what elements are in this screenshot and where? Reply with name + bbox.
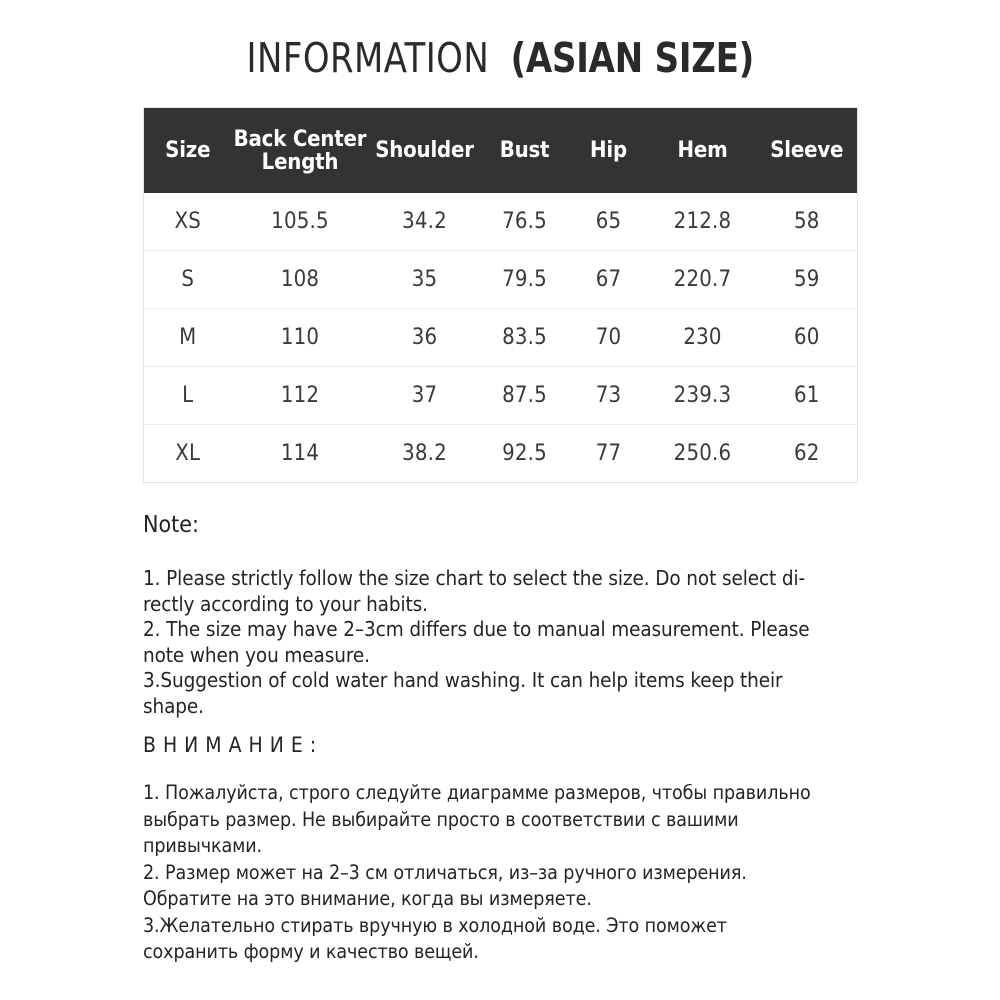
- cell-hem: 250.6: [649, 425, 757, 483]
- cell-bust: 76.5: [502, 209, 547, 234]
- table-row: [144, 193, 858, 251]
- cell-back-center-length: 114: [232, 425, 369, 483]
- cell-back-center-length: 112: [232, 367, 369, 425]
- cell-hem: 230: [649, 309, 757, 367]
- page-title-bold: (ASIAN SIZE): [510, 34, 754, 82]
- attention-heading: ВНИМАНИЕ:: [143, 733, 324, 757]
- attention-notes-section: [143, 780, 863, 966]
- notes-heading: Note:: [143, 512, 199, 538]
- cell-size: S: [144, 251, 232, 309]
- cell-back-center-length: 110: [232, 309, 369, 367]
- cell-sleeve: 60: [757, 309, 858, 367]
- cell-hip: 73: [569, 367, 649, 425]
- cell-hip: 70: [569, 309, 649, 367]
- column-header-bust: Bust: [499, 138, 550, 163]
- note-line: note when you measure.: [143, 642, 370, 667]
- table-row: [144, 425, 858, 483]
- column-header-hip: Hip: [590, 138, 627, 163]
- cell-hem: 212.8: [673, 209, 732, 234]
- note-line: 3.Suggestion of cold water hand washing. It can help items keep their: [143, 668, 783, 692]
- cell-shoulder: 34.2: [402, 209, 447, 234]
- cell-back-center-length: 105.5: [271, 209, 329, 234]
- attention-note-line: выбрать размер. Не выбирайте просто в соответствии с вашими: [143, 807, 739, 831]
- cell-sleeve: 62: [757, 425, 858, 483]
- page-title-light: INFORMATION: [246, 34, 489, 82]
- table-row: [144, 367, 858, 425]
- cell-shoulder: 36: [369, 309, 481, 367]
- notes-section: [143, 510, 863, 719]
- attention-note-line: Обратите на это внимание, когда вы измеряете.: [143, 887, 592, 910]
- cell-bust: 92.5: [481, 425, 569, 483]
- cell-size: M: [144, 309, 232, 367]
- cell-bust: 79.5: [481, 251, 569, 309]
- column-header-back-center-line1: Back Center: [233, 126, 367, 152]
- cell-size: XL: [144, 425, 232, 483]
- note-line: shape.: [143, 693, 204, 718]
- cell-hem: 239.3: [649, 367, 757, 425]
- cell-shoulder: 38.2: [369, 425, 481, 483]
- column-header-back-center-line2: Length: [261, 149, 339, 175]
- cell-hip: 65: [595, 209, 622, 234]
- cell-sleeve: 61: [757, 367, 858, 425]
- cell-size: L: [144, 367, 232, 425]
- cell-bust: 87.5: [481, 367, 569, 425]
- cell-size: XS: [174, 209, 202, 234]
- table-header-row: [144, 108, 858, 194]
- column-header-hem: Hem: [677, 138, 728, 163]
- note-line: rectly according to your habits.: [143, 591, 428, 616]
- note-line: 1. Please strictly follow the size chart to select the size. Do not select di-: [143, 566, 806, 590]
- note-line: 2. The size may have 2–3cm differs due to manual measurement. Please: [143, 617, 810, 641]
- attention-note-line: 1. Пожалуйста, строго следуйте диаграмме размеров, чтобы правильно: [143, 781, 811, 804]
- page-title: [0, 34, 1000, 82]
- cell-back-center-length: 108: [232, 251, 369, 309]
- cell-hem: 220.7: [649, 251, 757, 309]
- table-row: [144, 251, 858, 309]
- attention-note-line: 3.Желательно стирать вручную в холодной воде. Это поможет: [143, 913, 727, 937]
- table-row: [144, 309, 858, 367]
- column-header-shoulder: Shoulder: [375, 138, 474, 163]
- column-header-size: Size: [165, 138, 211, 163]
- size-chart-table: [143, 107, 858, 483]
- column-header-back-center-length: [232, 108, 369, 194]
- column-header-sleeve: Sleeve: [770, 138, 844, 163]
- attention-note-line: привычками.: [143, 834, 263, 857]
- attention-note-line: 2. Размер может на 2–3 см отличаться, из–за ручного измерения.: [143, 860, 747, 884]
- cell-shoulder: 35: [369, 251, 481, 309]
- cell-shoulder: 37: [369, 367, 481, 425]
- table-header: [144, 108, 858, 194]
- cell-hip: 77: [569, 425, 649, 483]
- cell-bust: 83.5: [481, 309, 569, 367]
- cell-sleeve: 58: [793, 209, 820, 234]
- attention-note-line: сохранить форму и качество вещей.: [143, 940, 479, 963]
- cell-hip: 67: [569, 251, 649, 309]
- cell-sleeve: 59: [757, 251, 858, 309]
- table-body: [144, 193, 858, 483]
